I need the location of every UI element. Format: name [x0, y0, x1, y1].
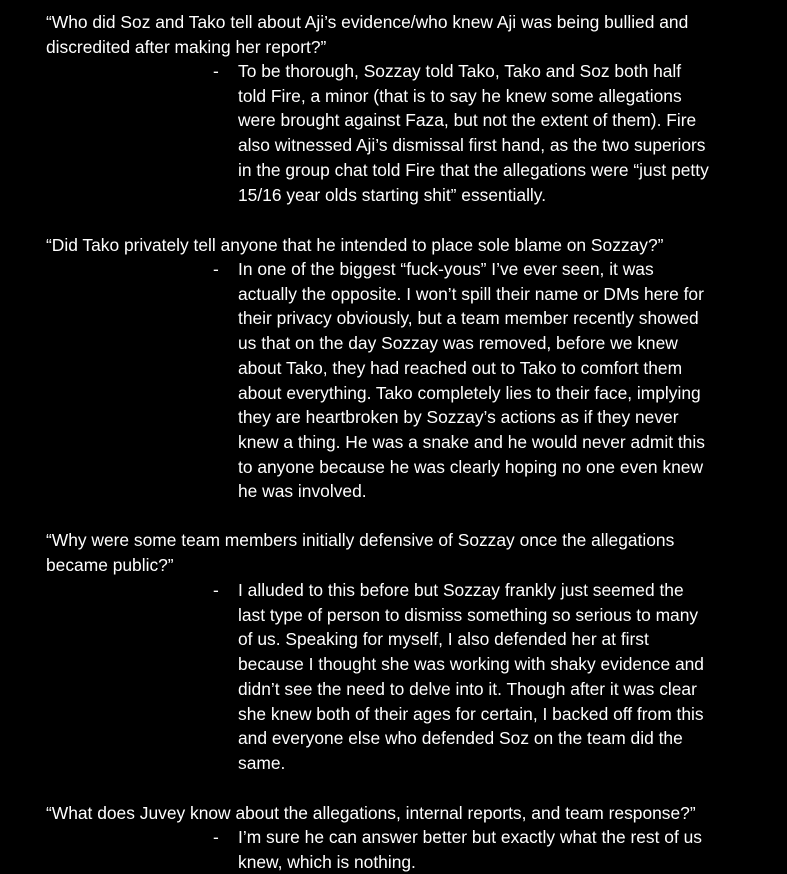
- answer-1: To be thorough, Sozzay told Tako, Tako and Soz both half told Fire, a minor (that is to say he knew some allegations were brought against Faza, but not the extent of them). Fire also witnessed Aji’s dismissal first hand, as the two superiors in the group chat told Fire that the allegations were “just petty 15/16 year olds starting shit” essentially.: [238, 61, 709, 205]
- bullet-dash-1: -: [213, 61, 219, 81]
- bullet-dash-4: -: [213, 827, 219, 847]
- question-4: “What does Juvey know about the allegations, internal reports, and team response?”: [46, 803, 696, 823]
- answer-4: I’m sure he can answer better but exactly what the rest of us knew, which is nothing.: [238, 827, 702, 872]
- question-2: “Did Tako privately tell anyone that he intended to place sole blame on Sozzay?”: [46, 235, 664, 255]
- answer-2: In one of the biggest “fuck-yous” I’ve ever seen, it was actually the opposite. I won’t spill their name or DMs here for their privacy obviously, but a team member recently showed us that on the day Sozzay was removed, before we knew about Tako, they had reached out to Tako to comfort them about everything. Tako completely lies to their face, implying they are heartbroken by Sozzay’s actions as if they never knew a thing. He was a snake and he would never admit this to anyone because he was clearly hoping no one even knew he was involved.: [238, 259, 705, 502]
- question-1: “Who did Soz and Tako tell about Aji’s evidence/who knew Aji was being bullied and discredited after making her report?”: [46, 12, 689, 57]
- question-3: “Why were some team members initially defensive of Sozzay once the allegations became public?”: [46, 530, 675, 575]
- answer-3: I alluded to this before but Sozzay frankly just seemed the last type of person to dismiss something so serious to many of us. Speaking for myself, I also defended her at first because I thought she was working with shaky evidence and didn’t see the need to delve into it. Though after it was clear she knew both of their ages for certain, I backed off from this and everyone else who defended Soz on the team did the same.: [238, 580, 704, 773]
- bullet-dash-3: -: [213, 580, 219, 600]
- bullet-dash-2: -: [213, 259, 219, 279]
